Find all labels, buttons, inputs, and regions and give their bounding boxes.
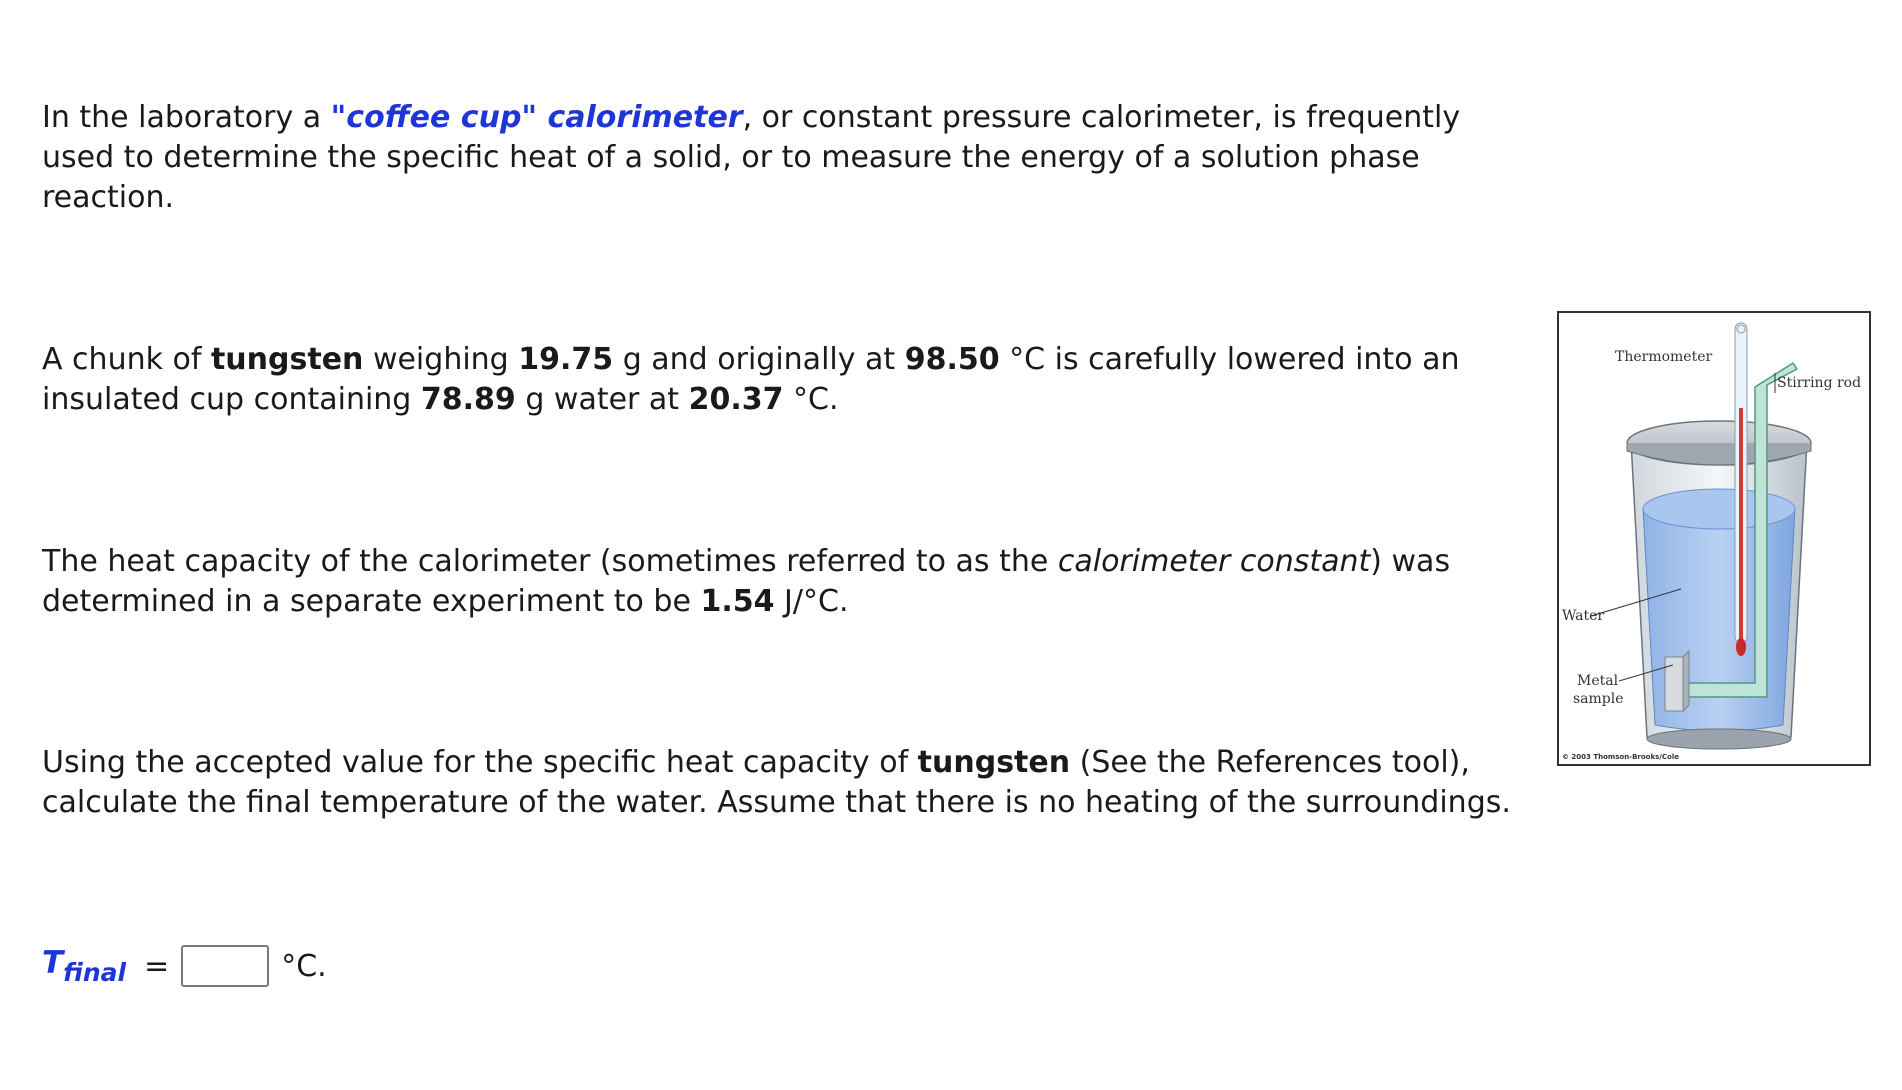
problem-text: g and originally at — [613, 342, 905, 377]
problem-text: °C is carefully lowered into an insulated cup containing — [42, 342, 1460, 417]
thermometer-label: Thermometer — [1615, 349, 1713, 365]
stirring-rod-label: Stirring rod — [1777, 375, 1862, 391]
heat-capacity-paragraph — [42, 542, 1532, 622]
answer-row — [42, 940, 327, 992]
water-mass: 78.89 — [420, 382, 516, 417]
metal-label: Metal — [1577, 673, 1619, 689]
metal-sample-side — [1683, 651, 1689, 711]
problem-text: A chunk of — [42, 342, 211, 377]
water-label: Water — [1562, 608, 1605, 624]
metal-name: tungsten — [917, 745, 1071, 780]
intro-paragraph — [42, 98, 1532, 218]
metal-temperature: 98.50 — [904, 342, 1000, 377]
figure-copyright: © 2003 Thomson-Brooks/Cole — [1562, 753, 1679, 761]
thermometer-mercury — [1739, 408, 1743, 643]
sample-label: sample — [1573, 691, 1624, 707]
heat-capacity-text: The heat capacity of the calorimeter (sometimes referred to as the — [42, 544, 1058, 579]
problem-text: °C. — [783, 382, 839, 417]
cup-base — [1647, 729, 1791, 749]
metal-name: tungsten — [210, 342, 364, 377]
instruction-paragraph — [42, 743, 1542, 823]
calorimeter-diagram — [1559, 313, 1869, 764]
calorimeter-term-link[interactable]: "coffee cup" calorimeter — [330, 100, 743, 135]
water-surface — [1643, 489, 1795, 529]
problem-paragraph — [42, 340, 1532, 420]
intro-lead: In the laboratory a — [42, 100, 331, 135]
problem-text: g water at — [515, 382, 689, 417]
calorimeter-constant-term: calorimeter constant — [1057, 544, 1371, 579]
metal-sample — [1665, 657, 1683, 711]
heat-capacity-unit: J/°C. — [774, 584, 849, 619]
problem-text: weighing — [363, 342, 519, 377]
intro-rest: , or constant pressure calorimeter, is frequently used to determine the specific heat of a solid, or to measure the energy of a solution phase reaction. — [42, 100, 1461, 215]
answer-unit: °C. — [281, 948, 327, 984]
instruction-text: (See the References tool), calculate the final temperature of the water. Assume that there is no heating of the surroundings. — [42, 745, 1511, 820]
heat-capacity-value: 1.54 — [700, 584, 775, 619]
water-temperature: 20.37 — [688, 382, 784, 417]
metal-mass: 19.75 — [518, 342, 614, 377]
equals-sign: = — [144, 948, 170, 984]
calorimeter-figure — [1557, 311, 1871, 766]
t-final-label — [42, 945, 126, 987]
thermometer-bulb — [1736, 638, 1746, 656]
final-temperature-input[interactable] — [181, 945, 269, 987]
final-subscript: final — [63, 958, 127, 987]
heat-capacity-text: ) was determined in a separate experiment to be — [42, 544, 1451, 619]
t-symbol: T — [42, 945, 64, 981]
instruction-text: Using the accepted value for the specific heat capacity of — [42, 745, 918, 780]
